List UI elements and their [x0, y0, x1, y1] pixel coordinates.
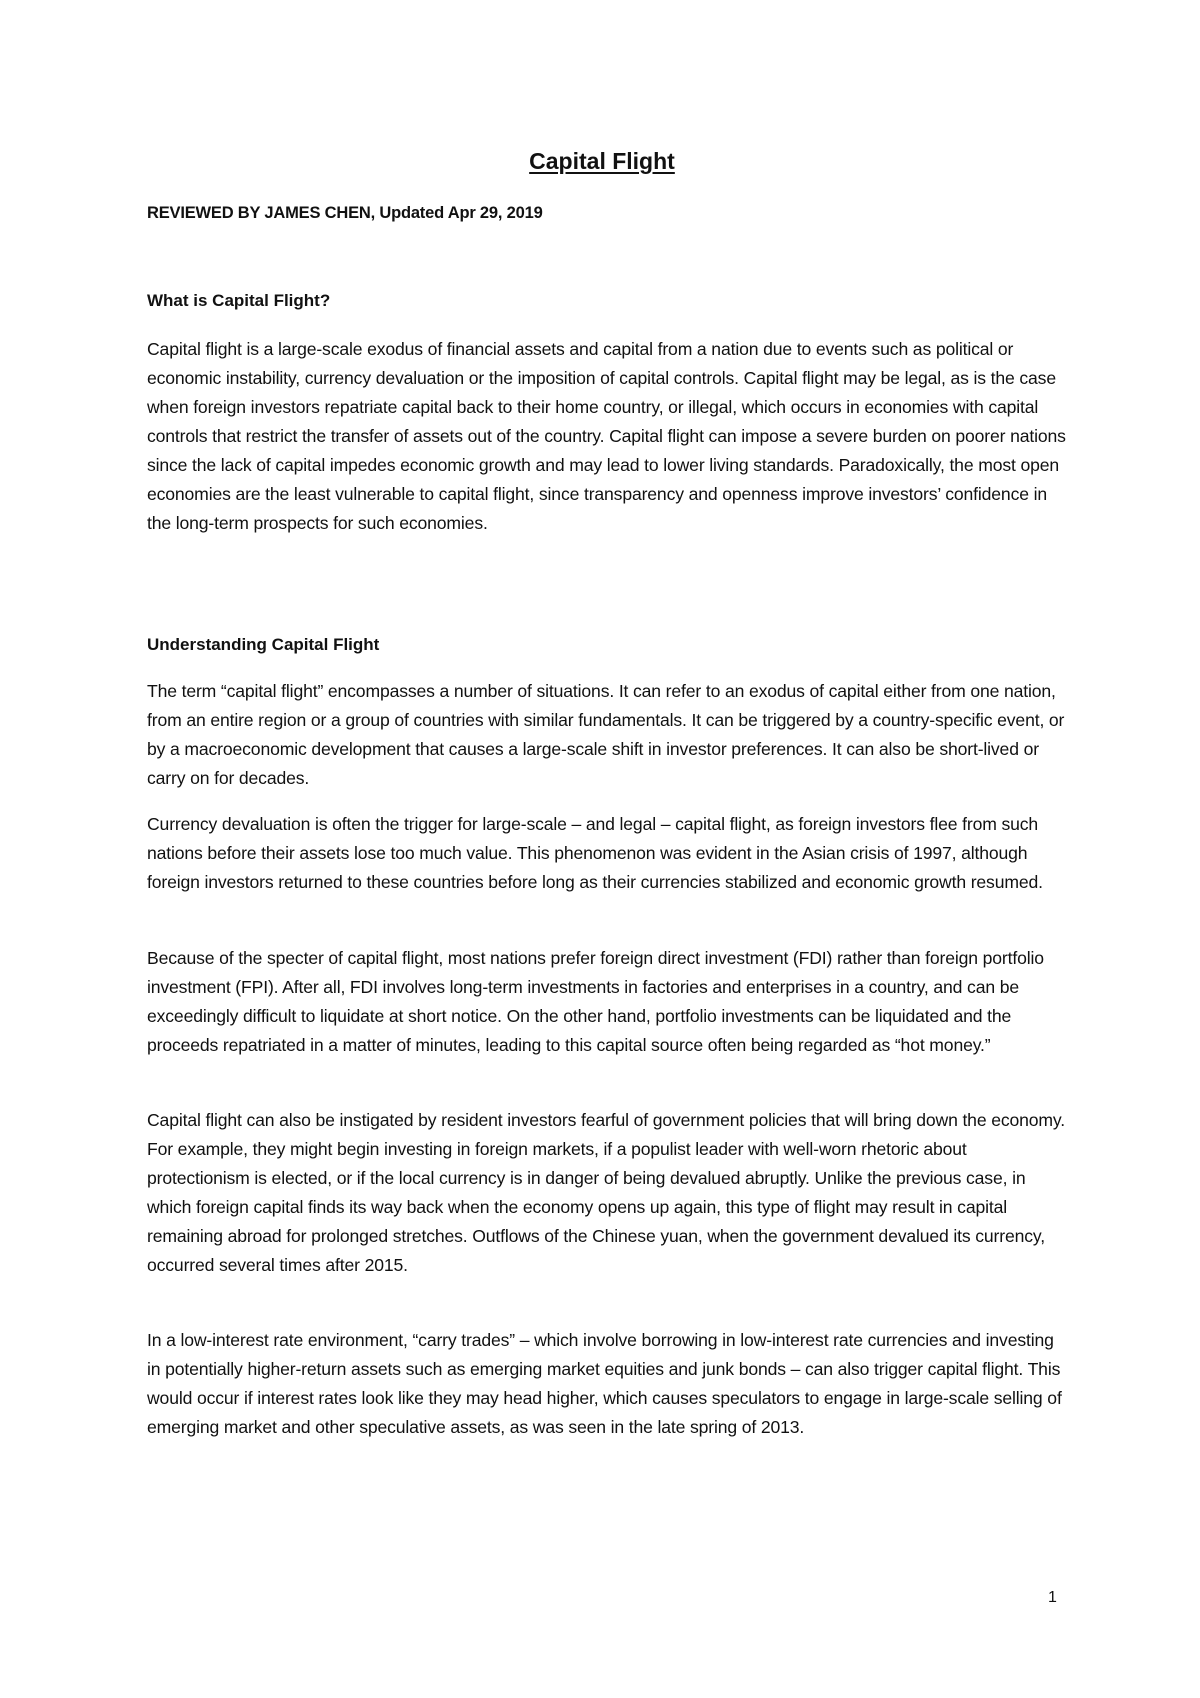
paragraph-fdi-fpi: Because of the specter of capital flight, most nations prefer foreign direct investment (FDI) rather than foreign portfolio investment (FPI). After all, FDI involves long-term investments in factories and enterprises in a country, and can be exceedingly difficult to liquidate at short notice. On the other hand, portfolio investments can be liquidated and the proceeds repatriated in a matter of minutes, leading to this capital source often being regarded as “hot money.” [147, 948, 1044, 1055]
paragraph-carry-trades: In a low-interest rate environment, “carry trades” – which involve borrowing in low-interest rate currencies and investing in potentially higher-return assets such as emerging market equities and junk bonds – can also trigger capital flight. This would occur if interest rates look like they may head higher, which causes speculators to engage in large-scale selling of emerging market and other speculative assets, as was seen in the late spring of 2013. [147, 1330, 1062, 1437]
paragraph-term: The term “capital flight” encompasses a number of situations. It can refer to an exodus of capital either from one nation, from an entire region or a group of countries with similar fundamentals. It can be triggered by a country-specific event, or by a macroeconomic development that causes a large-scale shift in investor preferences. It can also be short-lived or carry on for decades. [147, 681, 1065, 788]
section-heading-understanding: Understanding Capital Flight [147, 635, 380, 654]
byline: REVIEWED BY JAMES CHEN, Updated Apr 29, 2019 [147, 204, 543, 222]
page-number: 1 [1048, 1589, 1057, 1606]
paragraph-resident-investors: Capital flight can also be instigated by resident investors fearful of government policies that will bring down the economy. For example, they might begin investing in foreign markets, if a populist leader with well-worn rhetoric about protectionism is elected, or if the local currency is in danger of being devalued abruptly. Unlike the previous case, in which foreign capital finds its way back when the economy opens up again, this type of flight may result in capital remaining abroad for prolonged stretches. Outflows of the Chinese yuan, when the government devalued its currency, occurred several times after 2015. [147, 1110, 1065, 1275]
paragraph-devaluation: Currency devaluation is often the trigger for large-scale – and legal – capital flight, as foreign investors flee from such nations before their assets lose too much value. This phenomenon was evident in the Asian crisis of 1997, although foreign investors returned to these countries before long as their currencies stabilized and economic growth resumed. [147, 814, 1043, 892]
section-heading-what-is: What is Capital Flight? [147, 291, 331, 310]
document-title: Capital Flight [529, 148, 675, 174]
paragraph-definition: Capital flight is a large-scale exodus of financial assets and capital from a nation due to events such as political or economic instability, currency devaluation or the imposition of capital controls. Capital flight may be legal, as is the case when foreign investors repatriate capital back to their home country, or illegal, which occurs in economies with capital controls that restrict the transfer of assets out of the country. Capital flight can impose a severe burden on poorer nations since the lack of capital impedes economic growth and may lead to lower living standards. Paradoxically, the most open economies are the least vulnerable to capital flight, since transparency and openness improve investors’ confidence in the long-term prospects for such economies. [147, 339, 1066, 533]
